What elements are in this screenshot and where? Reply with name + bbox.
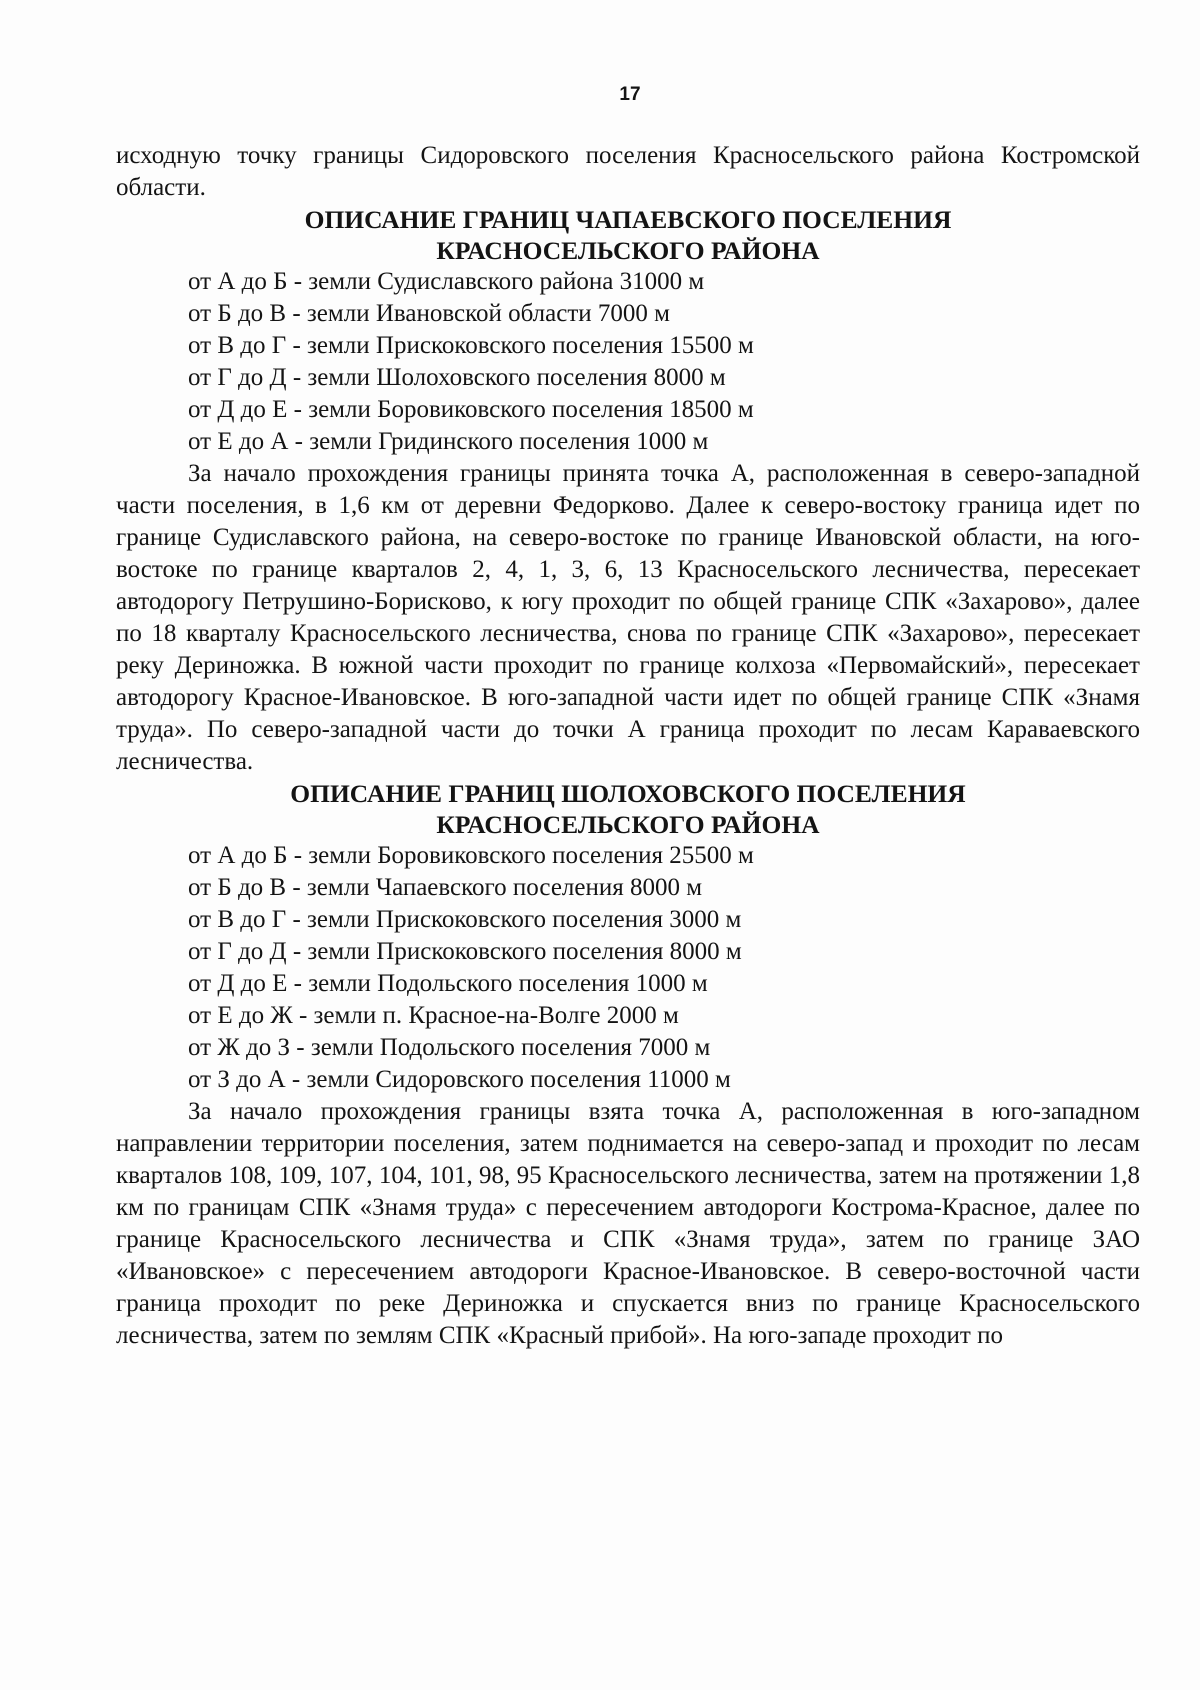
boundary-segment: от Д до Е - земли Подольского поселения 1000 м [188,970,708,997]
section-heading-chapaevskoe [116,204,1140,266]
boundary-segment: от Д до Е - земли Боровиковского поселения 18500 м [188,396,754,423]
boundary-segment: от Ж до З - земли Подольского поселения 7000 м [188,1034,711,1061]
boundary-segment: от Б до В - земли Чапаевского поселения 8000 м [188,874,703,901]
document-body [116,140,1140,1352]
boundary-segment: от Б до В - земли Ивановской области 7000 м [188,300,670,327]
boundary-segment: от А до Б - земли Боровиковского поселения 25500 м [188,842,754,869]
boundary-segments-list [116,840,1140,1096]
heading-line-1: ОПИСАНИЕ ГРАНИЦ ЧАПАЕВСКОГО ПОСЕЛЕНИЯ [304,205,952,234]
boundary-segment: от Г до Д - земли Прискоковского поселения 8000 м [188,938,742,965]
heading-line-1: ОПИСАНИЕ ГРАНИЦ ШОЛОХОВСКОГО ПОСЕЛЕНИЯ [290,779,966,808]
boundary-segment: от В до Г - земли Прискоковского поселения 3000 м [188,906,742,933]
intro-paragraph: исходную точку границы Сидоровского поселения Красносельского района Костромской области. [116,142,1140,201]
boundary-segment: от Г до Д - земли Шолоховского поселения 8000 м [188,364,726,391]
boundary-description: За начало прохождения границы принята точка А, расположенная в северо-западной части поселения, в 1,6 км от деревни Федорково. Далее к северо-востоку граница идет по границе Судиславского района, на северо-востоке по границе Ивановской области, на юго-востоке по границе кварталов 2, 4, 1, 3, 6, 13 Красносельского лесничества, пересекает автодорогу Петрушино-Борисково, к югу проходит по общей границе СПК «Захарово», далее по 18 кварталу Красносельского лесничества, снова по границе СПК «Захарово», пересекает реку Дериножка. В южной части проходит по границе колхоза «Первомайский», пересекает автодорогу Красное-Ивановское. В юго-западной части идет по общей границе СПК «Знамя труда». По северо-западной части до точки А граница проходит по лесам Караваевского лесничества. [116,460,1140,775]
boundary-segment: от В до Г - земли Прискоковского поселения 15500 м [188,332,754,359]
boundary-segment: от А до Б - земли Судиславского района 31000 м [188,268,705,295]
page-number: 17 [619,84,641,105]
boundary-description: За начало прохождения границы взята точка А, расположенная в юго-западном направлении территории поселения, затем поднимается на северо-запад и проходит по лесам кварталов 108, 109, 107, 104, 101, 98, 95 Красносельского лесничества, затем на протяжении 1,8 км по границам СПК «Знамя труда» с пересечением автодороги Кострома-Красное, далее по границе Красносельского лесничества и СПК «Знамя труда», затем по границе ЗАО «Ивановское» с пересечением автодороги Красное-Ивановское. В северо-восточной части граница проходит по реке Дериножка и спускается вниз по границе Красносельского лесничества, затем по землям СПК «Красный прибой». На юго-западе проходит по [116,1098,1140,1349]
heading-line-2: КРАСНОСЕЛЬСКОГО РАЙОНА [436,810,820,839]
boundary-segment: от Е до Ж - земли п. Красное-на-Волге 2000 м [188,1002,679,1029]
section-heading-sholokhovskoe [116,778,1140,840]
boundary-segment: от З до А - земли Сидоровского поселения 11000 м [188,1066,731,1093]
boundary-segments-list [116,266,1140,458]
heading-line-2: КРАСНОСЕЛЬСКОГО РАЙОНА [436,236,820,265]
boundary-segment: от Е до А - земли Гридинского поселения 1000 м [188,428,709,455]
